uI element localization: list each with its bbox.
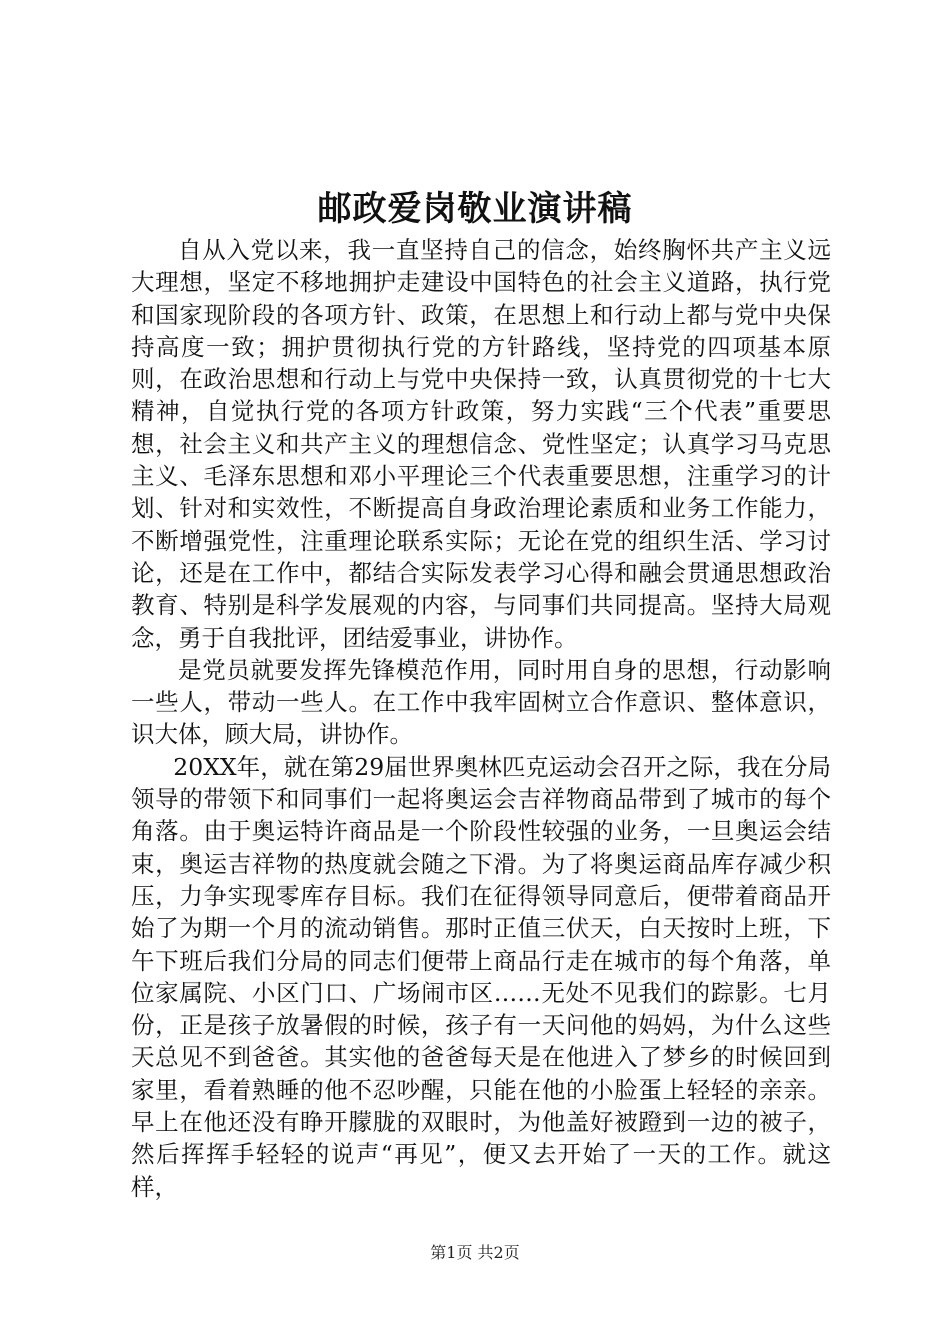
document-title: 邮政爱岗敬业演讲稿 xyxy=(317,189,633,229)
page-number-footer: 第1页 共2页 xyxy=(430,1243,520,1262)
paragraph-3: 20XX年，就在第29届世界奥林匹克运动会召开之际，我在分局领导的带领下和同事们一起将奥运会吉祥物商品带到了城市的每个角落。由于奥运特许商品是一个阶段性较强的业务，一旦奥运会结束，奥运吉祥物的热度就会随之下滑。为了将奥运商品库存减少积压，力争实现零库存目标。我们在征得领导同意后，便带着商品开始了为期一个月的流动销售。那时正值三伏天，白天按时上班，下午下班后我们分局的同志们便带上商品行走在城市的每个角落，单位家属院、小区门口、广场闹市区……无处不见我们的踪影。七月份，正是孩子放暑假的时候，孩子有一天问他的妈妈，为什么这些天总见不到爸爸。其实他的爸爸每天是在他进入了梦乡的时候回到家里，看着熟睡的他不忍吵醒，只能在他的小脸蛋上轻轻的亲亲。早上在他还没有睁开朦胧的双眼时，为他盖好被蹬到一边的被子，然后挥挥手轻轻的说声“再见”，便又去开始了一天的工作。就这样， xyxy=(131,752,831,1201)
paragraph-1: 自从入党以来，我一直坚持自己的信念，始终胸怀共产主义远大理想，坚定不移地拥护走建设中国特色的社会主义道路，执行党和国家现阶段的各项方针、政策，在思想上和行动上都与党中央保持高度一致；拥护贯彻执行党的方针路线，坚持党的四项基本原则，在政治思想和行动上与党中央保持一致，认真贯彻党的十七大精神，自觉执行党的各项方针政策，努力实践“三个代表”重要思想，社会主义和共产主义的理想信念、党性坚定；认真学习马克思主义、毛泽东思想和邓小平理论三个代表重要思想，注重学习的计划、针对和实效性，不断提高自身政治理论素质和业务工作能力，不断增强党性，注重理论联系实际；无论在党的组织生活、学习讨论，还是在工作中，都结合实际发表学习心得和融会贯通思想政治教育、特别是科学发展观的内容，与同事们共同提高。坚持大局观念，勇于自我批评，团结爱事业，讲协作。 xyxy=(131,236,831,652)
document-body xyxy=(131,234,831,1203)
paragraph-2: 是党员就要发挥先锋模范作用，同时用自身的思想，行动影响一些人，带动一些人。在工作中我牢固树立合作意识、整体意识，识大体，顾大局，讲协作。 xyxy=(131,655,831,749)
